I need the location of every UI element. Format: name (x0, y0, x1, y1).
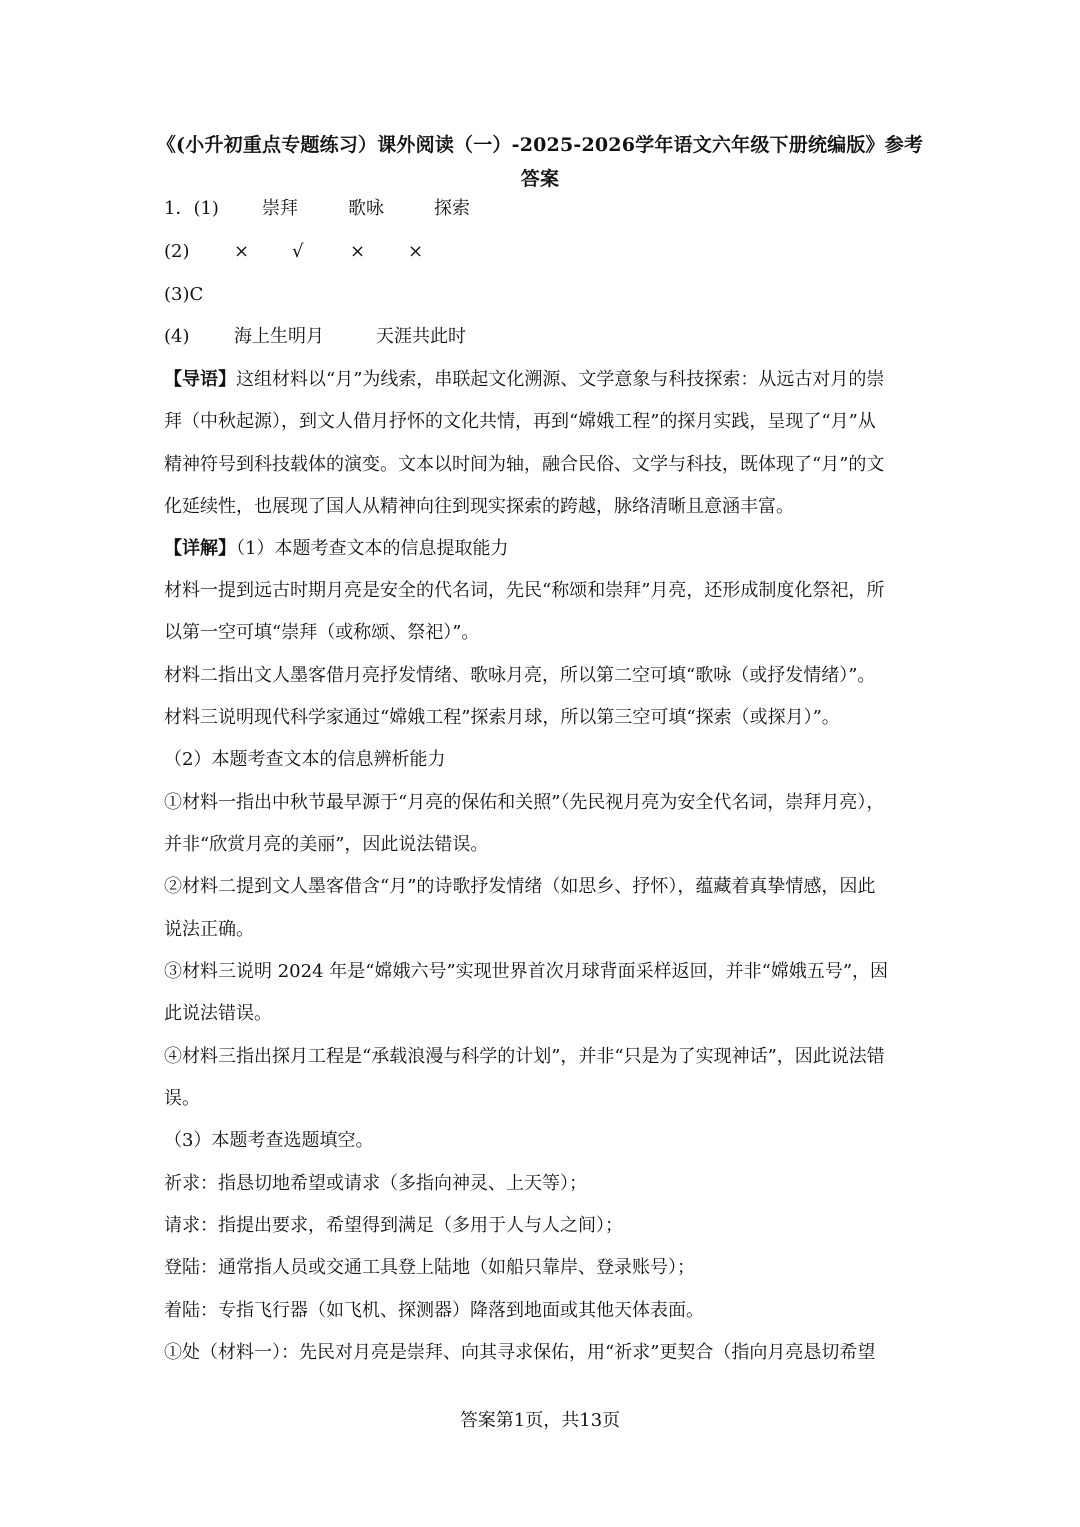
q1-number: 1．(1) (164, 198, 219, 219)
intro-text-1: 这组材料以“月”为线索，串联起文化溯源、文学意象与科技探索：从远古对月的崇 (236, 369, 885, 390)
q1-answer-2: 歌咏 (348, 198, 384, 219)
q2-mark-3: × (350, 241, 366, 262)
detail-p3-line-1: 祈求：指恳切地希望或请求（多指向神灵、上天等）； (164, 1173, 587, 1194)
intro-label: 【导语】 (164, 369, 236, 390)
detail-p3-line-5: ①处（材料一）：先民对月亮是崇拜、向其寻求保佑，用“祈求”更契合（指向月亮恳切希望 (164, 1342, 876, 1363)
detail-p1-line-4: 材料三说明现代科学家通过“嫦娥工程”探索月球，所以第三空可填“探索（或探月）”。 (164, 707, 840, 728)
detail-p3-line-3: 登陆：通常指人员或交通工具登上陆地（如船只靠岸、登录账号）； (164, 1257, 695, 1278)
detail-p2-item-1-line-2: 并非“欣赏月亮的美丽”，因此说法错误。 (164, 834, 489, 855)
q2-mark-1: × (234, 241, 250, 262)
intro-line-3: 精神符号到科技载体的演变。文本以时间为轴，融合民俗、文学与科技，既体现了“月”的文 (164, 454, 885, 475)
detail-p1-line-1: 材料一提到远古时期月亮是安全的代名词，先民“称颂和崇拜”月亮，还形成制度化祭祀，所 (164, 580, 885, 601)
q2-mark-2: √ (292, 241, 304, 262)
detail-p2-heading: （2）本题考查文本的信息辨析能力 (164, 749, 446, 770)
detail-p2-item-4-line-2: 误。 (164, 1088, 200, 1109)
detail-label: 【详解】 (164, 538, 236, 559)
detail-p2-item-2-line-2: 说法正确。 (164, 919, 254, 940)
detail-p3-heading: （3）本题考查选题填空。 (164, 1130, 374, 1151)
intro-line-2: 拜（中秋起源），到文人借月抒怀的文化共情，再到“嫦娥工程”的探月实践，呈现了“月”从 (164, 411, 876, 432)
q1-answer-1: 崇拜 (262, 198, 298, 219)
q1-answer-3: 探索 (434, 198, 470, 219)
intro-line-4: 化延续性，也展现了国人从精神向往到现实探索的跨越，脉络清晰且意涵丰富。 (164, 496, 794, 517)
detail-p2-item-2-line-1: ②材料二提到文人墨客借含“月”的诗歌抒发情绪（如思乡、抒怀），蕴藏着真挚情感，因此 (164, 876, 876, 897)
detail-p2-item-1-line-1: ①材料一指出中秋节最早源于“月亮的保佑和关照”（先民视月亮为安全代名词，崇拜月亮）， (164, 792, 885, 813)
intro-line-1 (164, 369, 916, 391)
detail-p2-item-4-line-1: ④材料三指出探月工程是“承载浪漫与科学的计划”，并非“只是为了实现神话”，因此说法错 (164, 1046, 885, 1067)
q4-answer-2: 天涯共此时 (376, 326, 466, 347)
detail-p1-line-2: 以第一空可填“崇拜（或称颂、祭祀）”。 (164, 622, 480, 643)
q4-answer-1: 海上生明月 (234, 326, 324, 347)
detail-p2-item-3-line-1: ③材料三说明 2024 年是“嫦娥六号”实现世界首次月球背面采样返回，并非“嫦娥五号”，因 (164, 961, 889, 982)
q4-number: (4) (164, 326, 190, 347)
page-footer: 答案第1页，共13页 (459, 1410, 621, 1431)
q2-mark-4: × (408, 241, 424, 262)
detail-p1-line-3: 材料二指出文人墨客借月亮抒发情绪、歌咏月亮，所以第二空可填“歌咏（或抒发情绪）”。 (164, 665, 876, 686)
detail-p2-item-3-line-2: 此说法错误。 (164, 1003, 272, 1024)
detail-p3-line-4: 着陆：专指飞行器（如飞机、探测器）降落到地面或其他天体表面。 (164, 1300, 704, 1321)
q3-line: (3)C (164, 284, 204, 305)
detail-line-1 (164, 538, 916, 560)
detail-p3-line-2: 请求：指提出要求，希望得到满足（多用于人与人之间）； (164, 1215, 623, 1236)
detail-p1-heading: （1）本题考查文本的信息提取能力 (236, 538, 509, 559)
q2-number: (2) (164, 241, 190, 262)
document-title: 《(小升初重点专题练习）课外阅读（一）-2025-2026学年语文六年级下册统编版》参考答案 (156, 134, 924, 190)
